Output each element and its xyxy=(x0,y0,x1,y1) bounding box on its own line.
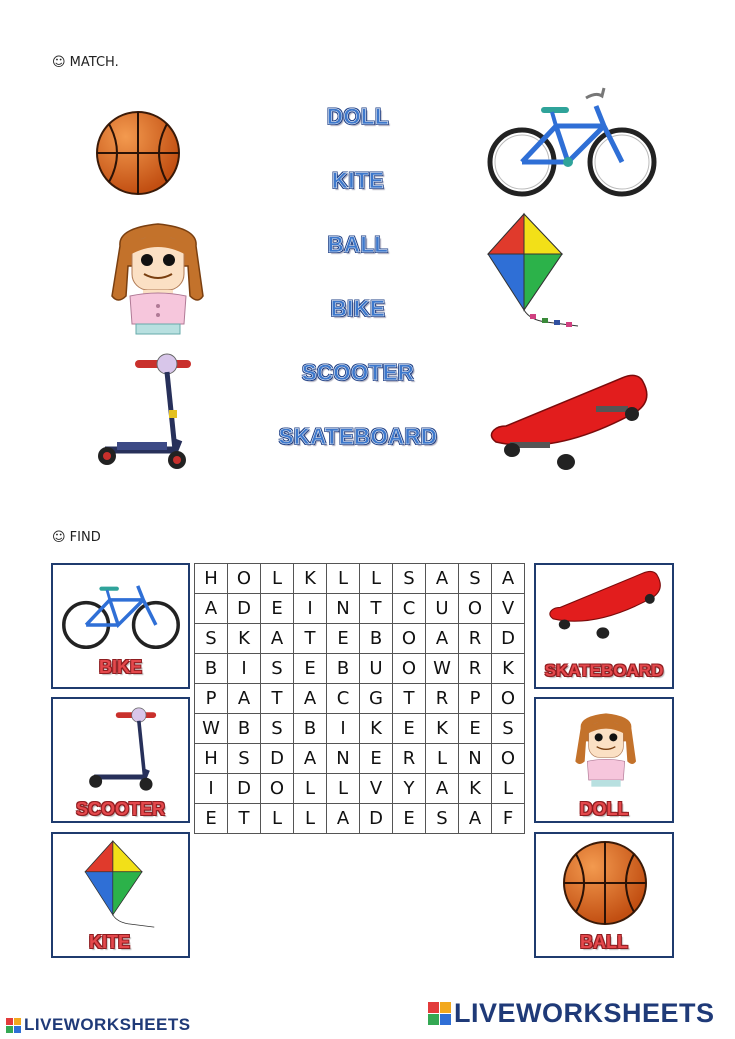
card-skateboard xyxy=(534,563,674,689)
grid-cell[interactable]: V xyxy=(360,774,393,804)
grid-cell[interactable]: S xyxy=(228,744,261,774)
match-word-doll[interactable]: DOLL xyxy=(327,104,389,129)
kite-icon xyxy=(83,838,161,934)
skateboard-icon xyxy=(546,569,664,643)
grid-row xyxy=(195,594,525,624)
grid-cell[interactable]: E xyxy=(393,804,426,834)
grid-cell[interactable]: E xyxy=(195,804,228,834)
grid-cell[interactable]: L xyxy=(261,804,294,834)
doll-icon xyxy=(566,705,646,791)
grid-cell[interactable]: A xyxy=(294,684,327,714)
grid-cell[interactable]: C xyxy=(393,594,426,624)
grid-cell[interactable]: C xyxy=(327,684,360,714)
grid-cell[interactable]: K xyxy=(492,654,525,684)
grid-cell[interactable]: N xyxy=(327,594,360,624)
card-label-skateboard: SKATEBOARD xyxy=(544,661,664,680)
grid-cell[interactable]: A xyxy=(459,804,492,834)
grid-cell[interactable]: W xyxy=(426,654,459,684)
logo-text-large: LIVEWORKSHEETS xyxy=(454,998,715,1028)
grid-cell[interactable]: S xyxy=(459,564,492,594)
grid-cell[interactable]: D xyxy=(360,804,393,834)
card-bike xyxy=(51,563,190,689)
grid-cell[interactable]: A xyxy=(426,564,459,594)
kite-icon xyxy=(486,210,586,335)
card-kite xyxy=(51,832,190,958)
grid-cell[interactable]: E xyxy=(327,624,360,654)
card-label-scooter: SCOOTER xyxy=(75,799,165,819)
grid-cell[interactable]: R xyxy=(426,684,459,714)
find-heading: ☺ FIND xyxy=(52,530,101,545)
grid-cell[interactable]: P xyxy=(195,684,228,714)
grid-cell[interactable]: I xyxy=(195,774,228,804)
grid-row xyxy=(195,714,525,744)
grid-cell[interactable]: I xyxy=(294,594,327,624)
grid-cell[interactable]: K xyxy=(426,714,459,744)
basketball-icon xyxy=(562,840,648,926)
grid-row xyxy=(195,624,525,654)
grid-cell[interactable]: K xyxy=(228,624,261,654)
grid-cell[interactable]: O xyxy=(393,624,426,654)
grid-cell[interactable]: L xyxy=(327,564,360,594)
grid-cell[interactable]: D xyxy=(261,744,294,774)
doll-icon xyxy=(98,216,218,336)
grid-cell[interactable]: L xyxy=(426,744,459,774)
grid-cell[interactable]: V xyxy=(492,594,525,624)
grid-cell[interactable]: H xyxy=(195,564,228,594)
bicycle-icon xyxy=(486,86,658,198)
grid-cell[interactable]: D xyxy=(492,624,525,654)
grid-cell[interactable]: W xyxy=(195,714,228,744)
grid-cell[interactable]: D xyxy=(228,774,261,804)
grid-cell[interactable]: L xyxy=(294,774,327,804)
match-word-bike[interactable]: BIKE xyxy=(330,296,386,321)
grid-cell[interactable]: N xyxy=(327,744,360,774)
grid-cell[interactable]: K xyxy=(294,564,327,594)
grid-cell[interactable]: E xyxy=(393,714,426,744)
grid-row xyxy=(195,804,525,834)
grid-cell[interactable]: K xyxy=(360,714,393,744)
card-label-ball: BALL xyxy=(580,932,628,952)
grid-row xyxy=(195,684,525,714)
basketball-icon xyxy=(95,110,181,196)
grid-cell[interactable]: U xyxy=(426,594,459,624)
card-label-doll: DOLL xyxy=(579,799,629,819)
grid-row xyxy=(195,774,525,804)
grid-cell[interactable]: O xyxy=(261,774,294,804)
grid-cell[interactable]: O xyxy=(393,654,426,684)
grid-cell[interactable]: K xyxy=(459,774,492,804)
logo-text-small: LIVEWORKSHEETS xyxy=(24,1015,191,1034)
grid-cell[interactable]: Y xyxy=(393,774,426,804)
grid-cell[interactable]: O xyxy=(459,594,492,624)
grid-cell[interactable]: A xyxy=(426,624,459,654)
grid-cell[interactable]: T xyxy=(228,804,261,834)
liveworksheets-logo-large[interactable] xyxy=(428,998,715,1029)
grid-cell[interactable]: I xyxy=(327,714,360,744)
grid-row xyxy=(195,564,525,594)
grid-cell[interactable]: G xyxy=(360,684,393,714)
card-label-kite: KITE xyxy=(88,932,130,952)
grid-cell[interactable]: T xyxy=(393,684,426,714)
grid-cell[interactable]: S xyxy=(261,714,294,744)
grid-row xyxy=(195,744,525,774)
match-word-kite[interactable]: KITE xyxy=(331,168,385,193)
grid-cell[interactable]: S xyxy=(393,564,426,594)
grid-cell[interactable]: A xyxy=(228,684,261,714)
grid-cell[interactable]: L xyxy=(294,804,327,834)
grid-cell[interactable]: O xyxy=(228,564,261,594)
word-search-grid[interactable] xyxy=(194,563,525,834)
grid-cell[interactable]: L xyxy=(261,564,294,594)
grid-cell[interactable]: L xyxy=(360,564,393,594)
grid-cell[interactable]: L xyxy=(492,774,525,804)
grid-cell[interactable]: A xyxy=(261,624,294,654)
grid-cell[interactable]: E xyxy=(459,714,492,744)
grid-cell[interactable]: U xyxy=(360,654,393,684)
bicycle-icon xyxy=(61,571,181,651)
match-heading: ☺ MATCH. xyxy=(52,55,119,70)
liveworksheets-logo-small[interactable] xyxy=(6,1015,191,1035)
match-word-scooter[interactable]: SCOOTER xyxy=(301,360,415,385)
grid-cell[interactable]: T xyxy=(360,594,393,624)
card-label-bike: BIKE xyxy=(98,657,142,677)
grid-cell[interactable]: N xyxy=(459,744,492,774)
grid-cell[interactable]: B xyxy=(360,624,393,654)
match-word-skateboard[interactable]: SKATEBOARD xyxy=(278,424,438,449)
grid-cell[interactable]: S xyxy=(195,624,228,654)
grid-cell[interactable]: B xyxy=(294,714,327,744)
grid-cell[interactable]: A xyxy=(294,744,327,774)
grid-cell[interactable]: A xyxy=(426,774,459,804)
card-doll xyxy=(534,697,674,823)
grid-cell[interactable]: P xyxy=(459,684,492,714)
grid-cell[interactable]: A xyxy=(195,594,228,624)
grid-cell[interactable]: E xyxy=(360,744,393,774)
grid-cell[interactable]: S xyxy=(426,804,459,834)
scooter-icon xyxy=(83,705,163,795)
card-ball xyxy=(534,832,674,958)
grid-cell[interactable]: R xyxy=(459,624,492,654)
skateboard-icon xyxy=(486,372,652,476)
grid-cell[interactable]: T xyxy=(261,684,294,714)
match-word-ball[interactable]: BALL xyxy=(327,232,389,257)
grid-cell[interactable]: R xyxy=(459,654,492,684)
grid-cell[interactable]: B xyxy=(195,654,228,684)
grid-cell[interactable]: R xyxy=(393,744,426,774)
grid-cell[interactable]: B xyxy=(228,714,261,744)
grid-cell[interactable]: A xyxy=(327,804,360,834)
grid-cell[interactable]: L xyxy=(327,774,360,804)
grid-cell[interactable]: H xyxy=(195,744,228,774)
grid-cell[interactable]: D xyxy=(228,594,261,624)
grid-row xyxy=(195,654,525,684)
grid-cell[interactable]: A xyxy=(492,564,525,594)
grid-cell[interactable]: O xyxy=(492,684,525,714)
grid-cell[interactable]: T xyxy=(294,624,327,654)
grid-cell[interactable]: S xyxy=(492,714,525,744)
logo-blocks-icon xyxy=(428,1002,451,1025)
grid-cell[interactable]: I xyxy=(228,654,261,684)
grid-cell[interactable]: S xyxy=(261,654,294,684)
logo-blocks-icon xyxy=(6,1018,21,1033)
grid-cell[interactable]: E xyxy=(294,654,327,684)
grid-cell[interactable]: F xyxy=(492,804,525,834)
grid-cell[interactable]: E xyxy=(261,594,294,624)
card-scooter xyxy=(51,697,190,823)
grid-cell[interactable]: O xyxy=(492,744,525,774)
grid-cell[interactable]: B xyxy=(327,654,360,684)
scooter-icon xyxy=(95,350,195,475)
